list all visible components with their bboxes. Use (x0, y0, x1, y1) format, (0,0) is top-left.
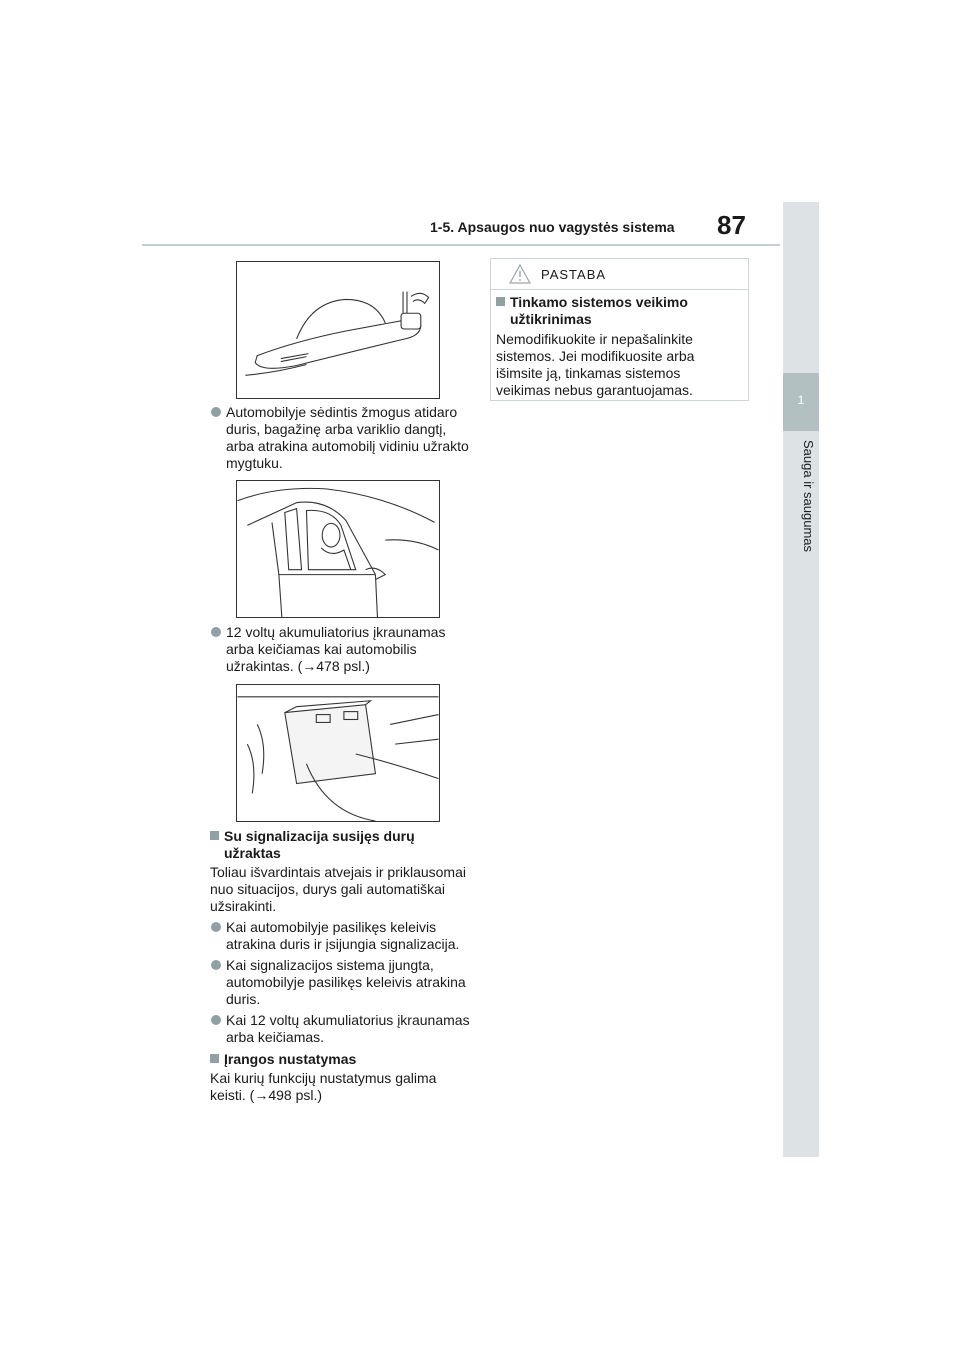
page-number: 87 (717, 210, 746, 240)
content-column (210, 828, 470, 1148)
chapter-sidebar (783, 202, 819, 1157)
heading-square (210, 831, 219, 840)
chapter-title: Sauga ir saugumas (801, 440, 816, 553)
bullet-text: Automobilyje sėdintis žmogus atidaro duris, bagažinę arba variklio dangtį, arba atrakina automobilį vidiniu užrakto mygtuku. (226, 404, 469, 471)
heading-text: Įrangos nustatymas (224, 1051, 357, 1067)
bullet-text: 12 voltų akumuliatorius įkraunamas arba keičiamas kai automobilis užrakintas. (→478 psl.) (226, 624, 446, 674)
bullet-text: Kai automobilyje pasilikęs keleivis atrakina duris ir įsijungia signalizacija. (226, 919, 460, 952)
door-handle-drawing (237, 262, 439, 398)
heading-text: Su signalizacija susijęs durų užraktas (224, 828, 415, 861)
battery-drawing (237, 685, 439, 821)
list-item (210, 1012, 476, 1046)
list-item (210, 957, 476, 1008)
list-item (210, 624, 476, 675)
section-title: 1-5. Apsaugos nuo vagystės sistema (430, 219, 675, 235)
section-heading (210, 1051, 474, 1068)
bullet-dot (211, 1015, 221, 1025)
warning-triangle-icon (509, 264, 531, 284)
bullet-dot (211, 960, 221, 970)
battery-illustration (236, 684, 440, 822)
bullet-text: Kai 12 voltų akumuliatorius įkraunamas arba keičiamas. (226, 1012, 470, 1045)
notice-text: Nemodifikuokite ir nepašalinkite sistemos. Jei modifikuosite arba išimsite ją, tinkamas sistemos veikimas nebus garantuojamas. (496, 331, 695, 398)
notice-header (491, 259, 748, 290)
chapter-number: 1 (797, 393, 805, 407)
notice-heading (496, 294, 740, 328)
bullet-dot (211, 627, 221, 637)
list-item (210, 404, 476, 472)
car-interior-illustration (236, 480, 440, 618)
paragraph: Toliau išvardintais atvejais ir priklausomai nuo situacijos, durys gali automatiškai užsirakinti. (210, 864, 466, 914)
bullet-text: Kai signalizacijos sistema įjungta, automobilyje pasilikęs keleivis atrakina duris. (226, 957, 466, 1007)
heading-square (496, 297, 505, 306)
notice-box (490, 258, 749, 401)
car-drawing (237, 481, 439, 617)
bullet-dot (211, 922, 221, 932)
section-heading (210, 828, 474, 862)
header-rule (142, 244, 780, 246)
paragraph: Kai kurių funkcijų nustatymus galima keisti. (→498 psl.) (210, 1070, 437, 1103)
notice-label: PASTABA (541, 267, 607, 282)
door-handle-illustration (236, 261, 440, 399)
notice-heading-text: Tinkamo sistemos veikimo užtikrinimas (510, 294, 688, 327)
bullet-dot (211, 407, 221, 417)
list-item (210, 919, 476, 953)
heading-square (210, 1054, 219, 1063)
